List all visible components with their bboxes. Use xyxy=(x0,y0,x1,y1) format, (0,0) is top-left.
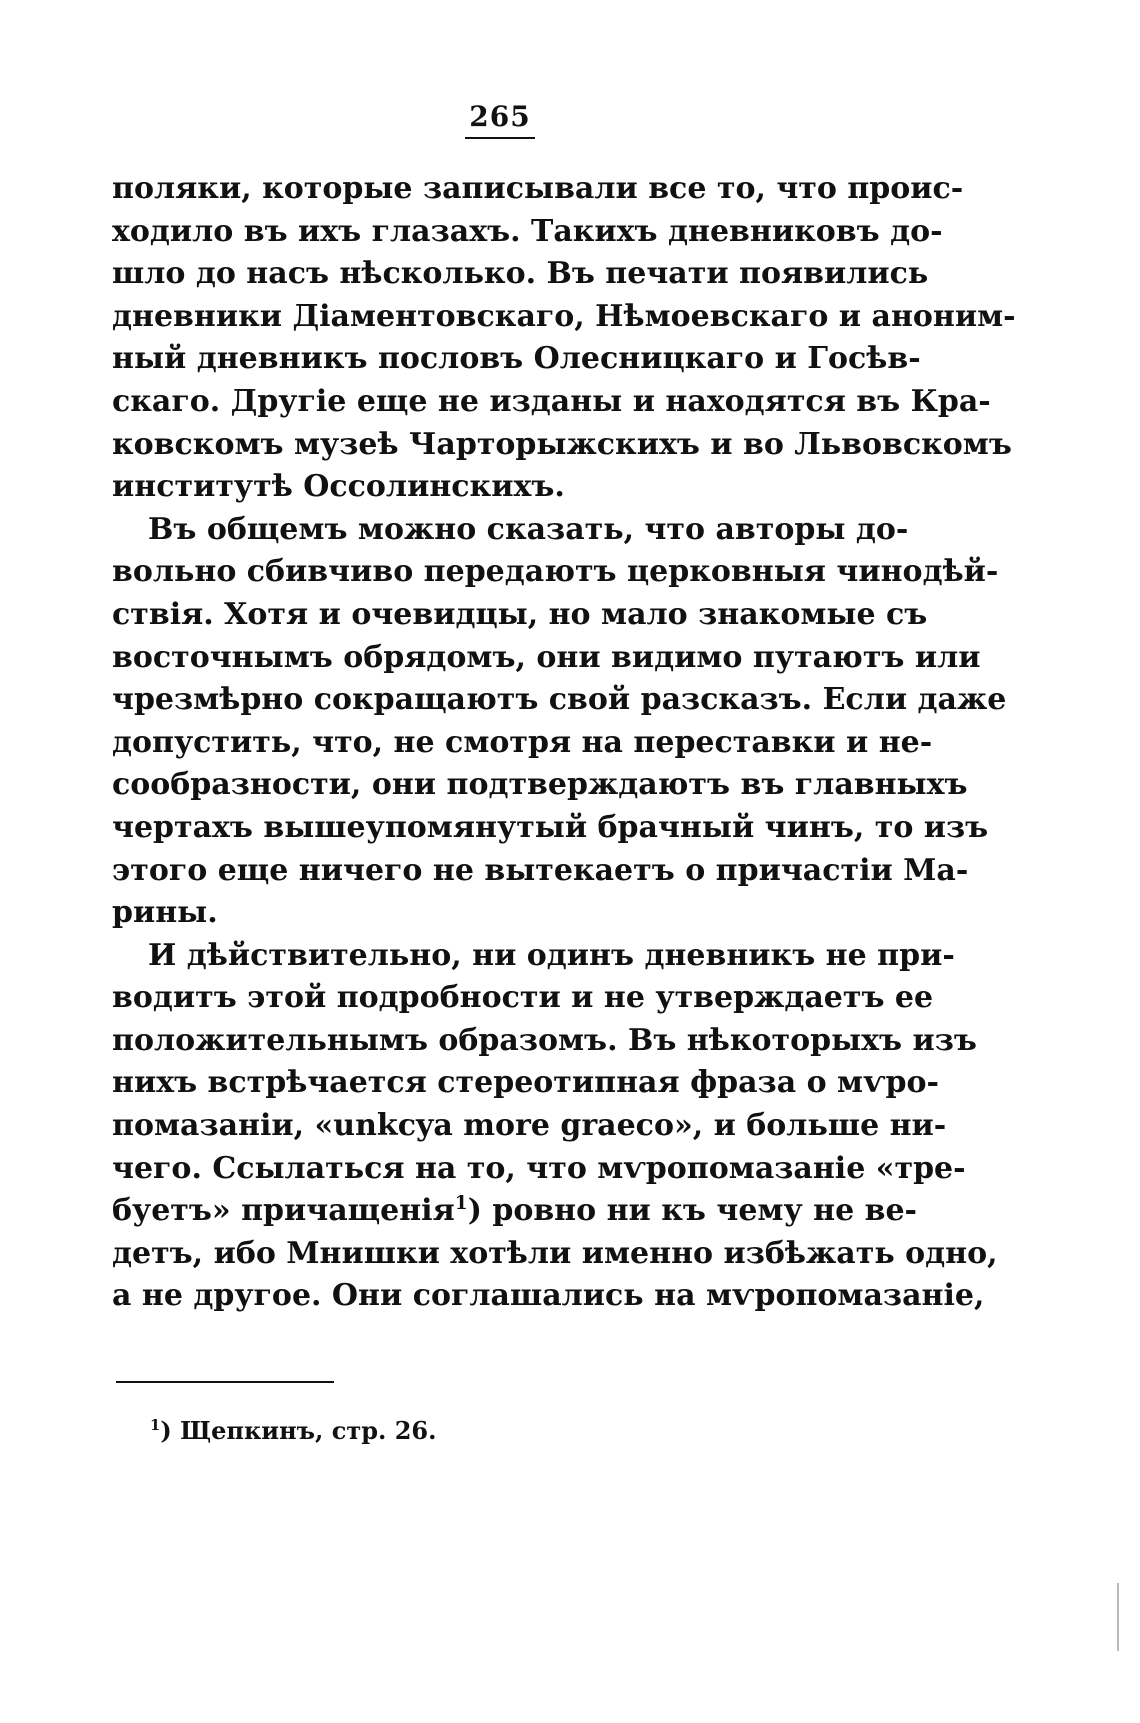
text-line: сообразности, они подтверждаютъ въ главныхъ xyxy=(112,767,968,803)
footnote-text: ) Щепкинъ, стр. 26. xyxy=(160,1416,437,1445)
footnote xyxy=(150,1416,437,1445)
text-line: Въ общемъ можно сказать, что авторы до- xyxy=(148,511,909,547)
text-line: допустить, что, не смотря на переставки и не- xyxy=(112,724,933,760)
text-line: дневники Діаментовскаго, Нѣмоевскаго и аноним- xyxy=(112,298,1016,334)
body-text xyxy=(112,168,1016,1318)
footnote-marker: 1 xyxy=(150,1416,161,1434)
text-line: шло до насъ нѣсколько. Въ печати появились xyxy=(112,256,929,292)
text-line: ковскомъ музеѣ Чарторыжскихъ и во Львовскомъ xyxy=(112,426,1012,462)
text-line: поляки, которые записывали все то, что проис- xyxy=(112,171,964,206)
text-line: институтѣ Оссолинскихъ. xyxy=(112,469,565,505)
text-line: нихъ встрѣчается стереотипная фраза о мѵро- xyxy=(112,1065,939,1101)
text-line: вольно сбивчиво передаютъ церковныя чинодѣй- xyxy=(112,554,999,590)
text-line: скаго. Другіе еще не изданы и находятся въ Кра- xyxy=(112,383,991,419)
text-line: чего. Ссылаться на то, что мѵропомазаніе «тре- xyxy=(112,1150,966,1186)
text-line: восточнымъ обрядомъ, они видимо путаютъ или xyxy=(112,639,981,675)
text-segment: буетъ» причащенія xyxy=(112,1193,455,1229)
text-line: этого еще ничего не вытекаетъ о причастіи Ма- xyxy=(112,852,969,888)
text-line: ный дневникъ пословъ Олесницкаго и Госѣв- xyxy=(112,341,921,377)
text-line: ходило въ ихъ глазахъ. Такихъ дневниковъ до- xyxy=(112,213,943,249)
text-line: детъ, ибо Мнишки хотѣли именно избѣжать одно, xyxy=(112,1235,998,1271)
scan-edge-mark xyxy=(1117,1583,1119,1651)
text-line: водитъ этой подробности и не утверждаетъ ее xyxy=(112,980,934,1016)
text-line-with-footnote-ref xyxy=(112,1190,917,1233)
text-line: ствія. Хотя и очевидцы, но мало знакомые съ xyxy=(112,596,928,632)
text-line: положительнымъ образомъ. Въ нѣкоторыхъ изъ xyxy=(112,1022,977,1058)
text-line: И дѣйствительно, ни одинъ дневникъ не при- xyxy=(148,937,955,973)
text-line: чрезмѣрно сокращаютъ свой разсказъ. Если даже xyxy=(112,682,1007,718)
text-line: а не другое. Они соглашались на мѵропомазаніе, xyxy=(112,1278,985,1314)
text-line: чертахъ вышеупомянутый брачный чинъ, то изъ xyxy=(112,809,989,845)
page-number-text: 265 xyxy=(465,100,534,139)
footnote-ref-marker: 1 xyxy=(454,1193,468,1215)
footnote-divider xyxy=(116,1381,334,1383)
text-line: рины. xyxy=(112,895,218,931)
text-segment: ) ровно ни къ чему не ве- xyxy=(467,1193,917,1229)
page-number xyxy=(0,100,1000,139)
text-line: помазаніи, «unkcya more graeco», и больше ни- xyxy=(112,1108,947,1144)
